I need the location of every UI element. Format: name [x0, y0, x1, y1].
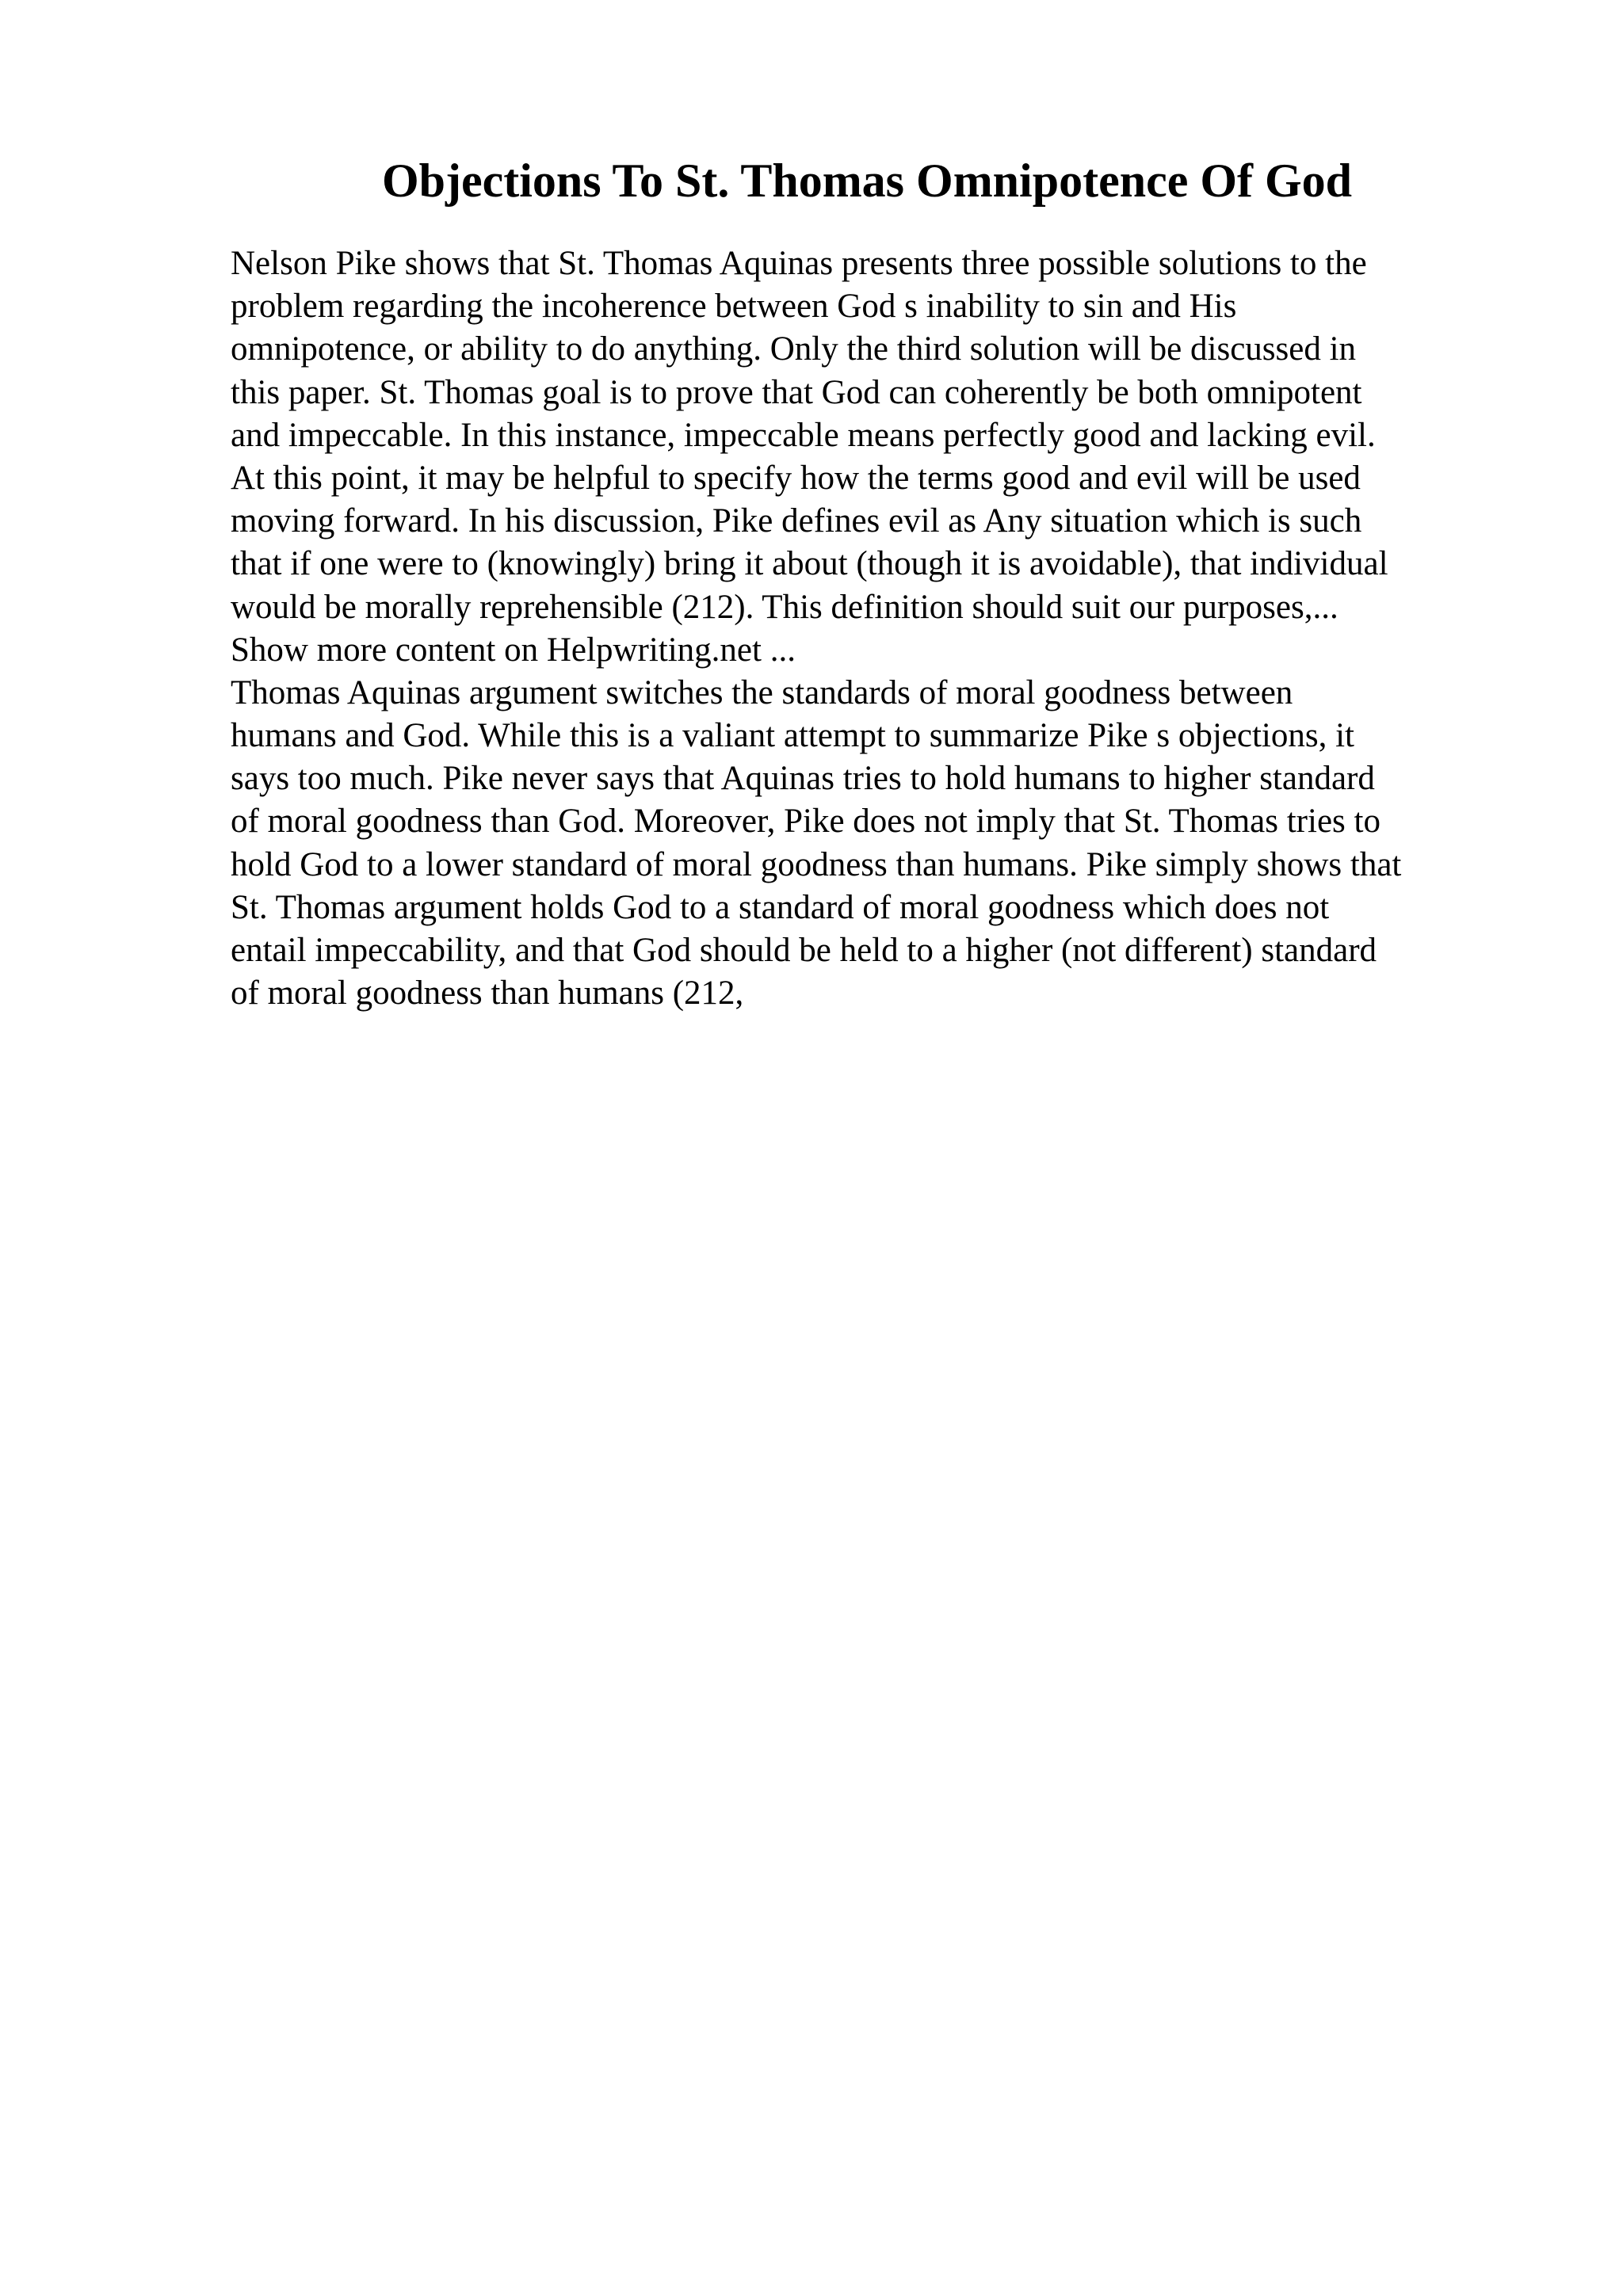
document-body [231, 242, 1538, 1015]
body-line: humans and God. While this is a valiant attempt to summarize Pike s objections, it [231, 717, 1354, 755]
body-line: problem regarding the incoherence between God s inability to sin and His [231, 288, 1237, 326]
show-more-link[interactable]: Show more content on Helpwriting.net ... [231, 631, 796, 669]
body-line: hold God to a lower standard of moral goodness than humans. Pike simply shows that [231, 845, 1402, 883]
body-line: moving forward. In his discussion, Pike defines evil as Any situation which is such [231, 502, 1362, 540]
body-line: and impeccable. In this instance, impeccable means perfectly good and lacking evil. [231, 416, 1376, 454]
body-line: of moral goodness than humans (212, [231, 974, 744, 1013]
body-line: that if one were to (knowingly) bring it about (though it is avoidable), that individual [231, 545, 1388, 583]
body-line: says too much. Pike never says that Aquinas tries to hold humans to higher standard [231, 760, 1375, 798]
body-line: Nelson Pike shows that St. Thomas Aquinas presents three possible solutions to the [231, 245, 1367, 282]
body-line: entail impeccability, and that God should be held to a higher (not different) standard [231, 932, 1377, 969]
body-line: St. Thomas argument holds God to a standard of moral goodness which does not [231, 888, 1330, 926]
body-line: of moral goodness than God. Moreover, Pike does not imply that St. Thomas tries to [231, 803, 1381, 841]
body-line: omnipotence, or ability to do anything. Only the third solution will be discussed in [231, 330, 1357, 368]
body-line: Thomas Aquinas argument switches the standards of moral goodness between [231, 673, 1293, 711]
document-title: Objections To St. Thomas Omnipotence Of God [381, 154, 1353, 207]
body-line: would be morally reprehensible (212). This definition should suit our purposes,... [231, 588, 1338, 626]
body-line: this paper. St. Thomas goal is to prove that God can coherently be both omnipotent [231, 373, 1362, 411]
body-line: At this point, it may be helpful to specify how the terms good and evil will be used [231, 459, 1361, 497]
